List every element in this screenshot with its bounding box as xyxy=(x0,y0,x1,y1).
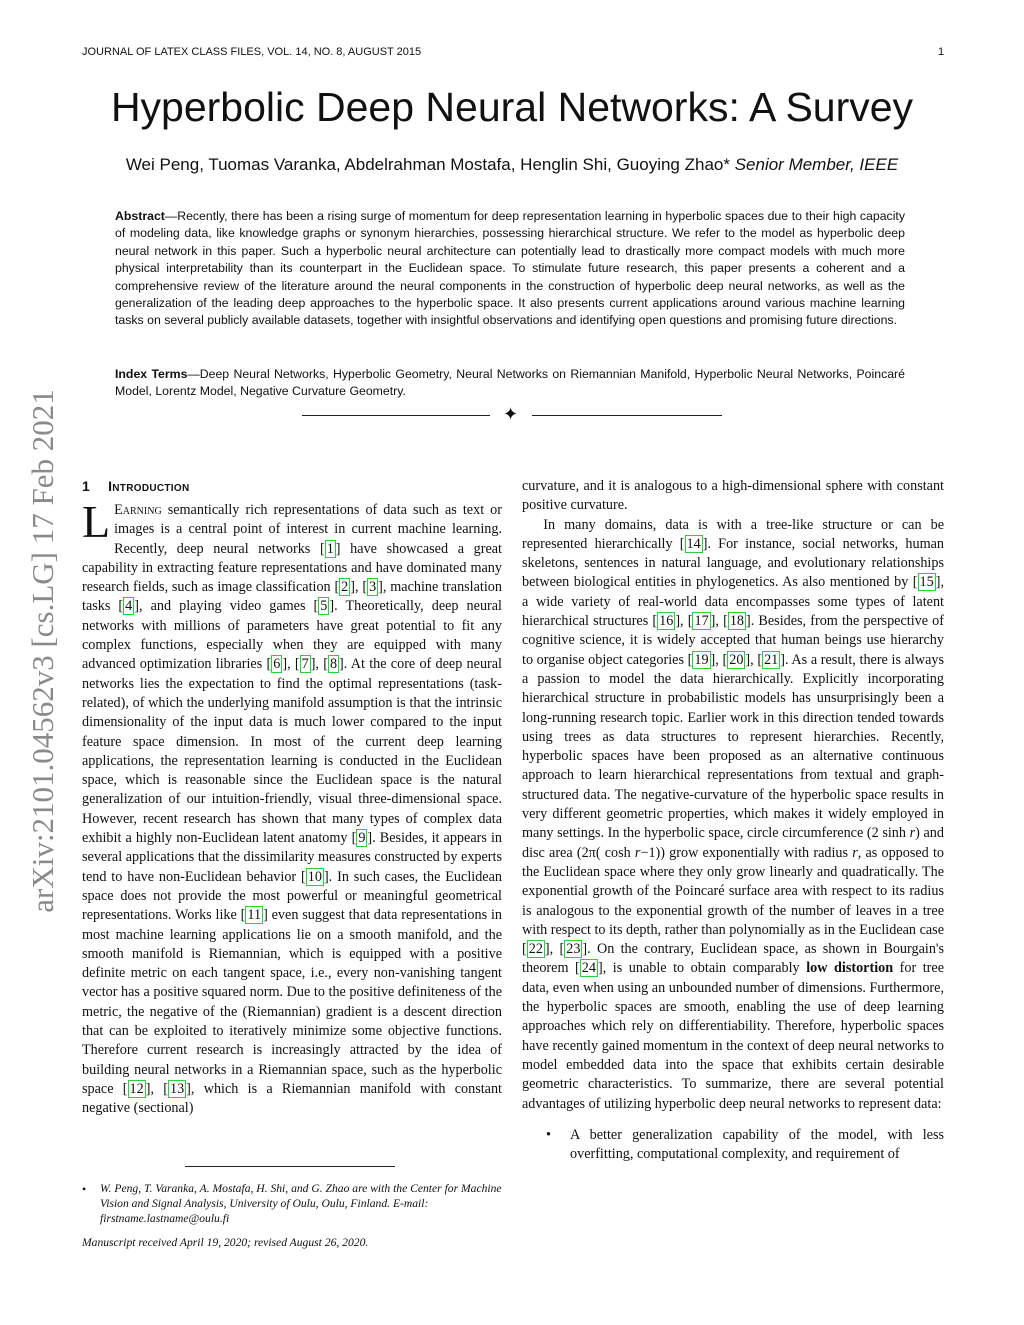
citation-number[interactable]: 14 xyxy=(686,535,701,552)
citation-number[interactable]: 10 xyxy=(307,868,322,885)
citation-number[interactable]: 24 xyxy=(581,960,596,977)
paper-title: Hyperbolic Deep Neural Networks: A Survey xyxy=(110,84,914,130)
right-column xyxy=(522,477,944,1164)
text-run: −1)) grow exponentially with radius xyxy=(640,844,853,861)
author-role: Senior Member, IEEE xyxy=(734,155,899,174)
text-run: . Theoretically, deep neural networks with millions of parameters have great potential to fit any complex functions, especially when they are equipped with many advanced optimization libraries xyxy=(82,598,503,673)
text-run: have showcased a great capability in extracting feature representations and have dominated many research fields, such as image classification xyxy=(82,540,502,596)
citation-number[interactable]: 23 xyxy=(566,941,581,958)
citation-link[interactable]: [ 11 ] xyxy=(240,907,268,924)
citation-link[interactable]: [ 10 ] xyxy=(301,868,329,885)
text-run: ) and disc area (2π( cosh xyxy=(522,825,944,861)
index-terms-text: —Deep Neural Networks, Hyperbolic Geometry, Neural Networks on Riemannian Manifold, Hyperbolic Neural Networks, Poincaré Model, Lorentz Model, Negative Curvature Geometry. xyxy=(115,367,905,399)
text-run: , xyxy=(287,656,295,673)
left-column xyxy=(82,496,503,1119)
affiliation-footnote: W. Peng, T. Varanka, A. Mostafa, H. Shi, and G. Zhao are with the Center for Machine Vision and Signal Analysis, University of Oulu, Oulu, Finland. E-mail: firstname.lastname@oulu.fi xyxy=(100,1182,502,1225)
math-variable: r xyxy=(852,844,858,861)
citation-link[interactable]: [ 2 ] xyxy=(334,579,355,596)
drop-cap: L xyxy=(82,496,111,547)
text-run: , which is a Riemannian manifold with constant negative (sectional) xyxy=(82,1080,502,1117)
text-run: even suggest that data representations in most machine learning applications lie on a smooth manifold, and the smooth manifold is Riemannian, which is equipped with a positive definite metric on each tangent space, i.e., every non-vanishing tangent vector has a positive squared norm. Due to the positive definiteness of the metric, the negative of the (Riemannian) gradient is a descent direction that can be exploited to iteratively minimize some objective functions. Therefore current research is increasingly attracted by the idea of building neural networks in a Riemannian space, such as the hyperbolic space xyxy=(82,907,502,1097)
citation-link[interactable]: [ 4 ] xyxy=(118,598,139,615)
citation-number[interactable]: 1 xyxy=(326,540,334,557)
citation-link[interactable]: [ 18 ] xyxy=(723,613,751,630)
citation-number[interactable]: 4 xyxy=(125,598,133,615)
citation-number[interactable]: 3 xyxy=(369,579,377,596)
citation-number[interactable]: 5 xyxy=(320,598,328,615)
citation-number[interactable]: 12 xyxy=(129,1080,144,1097)
text-run: semantically rich representations of data such as text or images is a central point of interest in current machine learning. Recently, deep neural networks xyxy=(114,502,502,557)
body-paragraph xyxy=(522,477,944,516)
citation-number[interactable]: 16 xyxy=(659,613,674,630)
footnote-rule xyxy=(185,1166,395,1167)
citation-number[interactable]: 13 xyxy=(169,1080,185,1097)
citation-link[interactable]: [ 24 ] xyxy=(575,960,603,977)
citation-number[interactable]: 7 xyxy=(301,656,309,673)
math-variable: r xyxy=(909,825,916,842)
text-run: . Besides, from the perspective of cognitive science, it is widely accepted that human beings use hierarchy to organise object categories xyxy=(522,613,944,668)
index-terms-label: Index Terms xyxy=(115,367,188,381)
citation-link[interactable]: [ 22 ] xyxy=(522,941,550,958)
text-run: for tree data, even when using an unbounded number of dimensions. Furthermore, the hyperbolic spaces are smooth, enabling the use of deep learning approaches which rely on differentiability. Therefore, hyperbolic spaces have recently gained momentum in the context of deep neural networks to model embedded data into the space that exhibits certain desirable geometric characteristics. To summarize, there are several potential advantages of utilizing hyperbolic deep neural networks to represent data: xyxy=(522,960,944,1112)
divider-right xyxy=(532,415,722,416)
citation-number[interactable]: 11 xyxy=(247,907,262,924)
list-item: • A better generalization capability of the model, with less overfitting, computational complexity, and requirement of xyxy=(570,1126,944,1165)
citation-link[interactable]: [ 15 ] xyxy=(912,574,941,591)
section-heading xyxy=(82,478,189,494)
text-run: , xyxy=(715,613,724,630)
intro-paragraph xyxy=(82,496,503,1119)
footnote-bullet: • xyxy=(82,1182,87,1196)
divider-star-icon: ✦ xyxy=(503,404,519,424)
text-run: , machine translation tasks xyxy=(82,579,502,615)
citation-link[interactable]: [ 23 ] xyxy=(559,941,588,958)
text-run: . Besides, it appears in several applications that the dissimilarity measures constructed by experts tend to have non-Euclidean behavior xyxy=(82,830,502,885)
text-run: , as opposed to the Euclidean space where they only grow linearly and quadratically. The exponential growth of the Poincaré surface area with respect to its radius is analogous to the exponential growth of the number of leaves in a tree with respect to its depth, rather than polynomially as in the Euclidean case xyxy=(522,844,944,938)
text-run: . As a result, there is always a passion to model the data hierarchically. Explicitly incorporating hierarchical structure in probabilistic models has unsurprisingly been a long-running research topic. Earlier work in this direction tended towards using trees as data structures to represent hierarchies. Recently, hyperbolic spaces have been proposed as an alternative continuous approach to learn hierarchical representations from textual and graph-structured data. The negative-curvature of the hyperbolic space results in very different geometric properties, which makes it widely employed in many settings. In the hyperbolic space, circle circumference (2 sinh xyxy=(522,651,945,842)
abstract xyxy=(115,208,905,330)
citation-number[interactable]: 18 xyxy=(729,613,744,630)
citation-link[interactable]: [ 1 ] xyxy=(319,540,341,557)
citation-number[interactable]: 21 xyxy=(764,651,779,668)
text-run: , xyxy=(750,651,758,668)
author-list xyxy=(0,155,1024,175)
citation-link[interactable]: [ 9 ] xyxy=(351,830,373,847)
section-number: 1 xyxy=(82,478,91,494)
running-header: JOURNAL OF LATEX CLASS FILES, VOL. 14, NO. 8, AUGUST 2015 xyxy=(82,46,422,58)
text-run: , is unable to obtain comparably xyxy=(602,960,807,977)
citation-number[interactable]: 9 xyxy=(358,830,366,847)
text-run: . For instance, social networks, human skeletons, sentences in natural language, and evolutionary relationships between biological entities in phylogenetics. As also mentioned by xyxy=(522,535,944,591)
text-run: . On the contrary, Euclidean space, as shown in Bourgain's theorem xyxy=(522,941,944,977)
abstract-label: Abstract xyxy=(115,209,165,223)
text-run: curvature, and it is analogous to a high-dimensional sphere with constant positive curvature. xyxy=(522,478,944,514)
citation-link[interactable]: [ 17 ] xyxy=(687,613,716,630)
math-variable: r xyxy=(634,844,641,861)
citation-link[interactable]: [ 5 ] xyxy=(313,598,335,615)
text-run: , xyxy=(715,651,723,668)
citation-link[interactable]: [ 20 ] xyxy=(722,651,751,668)
citation-number[interactable]: 2 xyxy=(341,579,349,596)
citation-link[interactable]: [ 14 ] xyxy=(679,535,708,552)
citation-number[interactable]: 22 xyxy=(528,941,543,958)
bold-text: low distortion xyxy=(806,960,894,977)
body-paragraph xyxy=(522,516,944,1114)
citation-number[interactable]: 19 xyxy=(694,651,709,668)
text-run: . At the core of deep neural networks lies the expectation to find the optimal representations (task-related), of which the underlying manifold assumption is that the intrinsic dimensionality of the input data is much lower compared to the input feature space dimension. In most of the current deep learning applications, the representation learning is conducted in the Euclidean space, which is reasonable since the Euclidean space is the natural generalization of our intuition-friendly, visual three-dimensional space. However, recent research has shown that many types of complex data exhibit a highly non-Euclidean latent anatomy xyxy=(82,656,502,847)
manuscript-note: Manuscript received April 19, 2020; revised August 26, 2020. xyxy=(82,1236,369,1249)
text-run: , a wide variety of real-world data encompasses some types of latent hierarchical structures xyxy=(522,574,944,630)
arxiv-stamp: arXiv:2101.04562v3 [cs.LG] 17 Feb 2021 xyxy=(25,389,60,913)
advantages-list xyxy=(522,1126,944,1165)
author-names: Wei Peng, Tuomas Varanka, Abdelrahman Mostafa, Henglin Shi, Guoying Zhao* xyxy=(125,155,730,174)
citation-link[interactable]: [ 8 ] xyxy=(323,656,344,673)
paragraph-body xyxy=(82,496,503,1117)
text-run: , xyxy=(355,579,363,596)
citation-number[interactable]: 8 xyxy=(329,656,338,673)
citation-link[interactable]: [ 21 ] xyxy=(757,651,785,668)
citation-link[interactable]: [ 6 ] xyxy=(266,656,288,673)
citation-link[interactable]: [ 19 ] xyxy=(687,651,716,668)
page-number: 1 xyxy=(938,46,945,58)
text-run: , and playing video games xyxy=(138,598,314,615)
citation-link[interactable]: [ 3 ] xyxy=(362,579,383,596)
divider-left xyxy=(302,415,490,416)
citation-link[interactable]: [ 13 ] xyxy=(163,1080,191,1097)
lead-word: Earning xyxy=(114,502,162,518)
section-title: Introduction xyxy=(108,478,190,494)
citation-number[interactable]: 20 xyxy=(729,651,744,668)
abstract-text: —Recently, there has been a rising surge of momentum for deep representation learning in hyperbolic spaces due to their high capacity of modeling data, like knowledge graphs or synonym hierarchies, possessing hierarchical structure. We refer to the model as hyperbolic deep neural network in this paper. Such a hyperbolic neural architecture can potentially lead to drastically more compact models with much more physical interpretability than its counterpart in the Euclidean space. To stimulate future research, this paper presents a coherent and a comprehensive review of the literature around the neural components in the construction of hyperbolic deep neural networks, as well as the generalization of the leading deep approaches to the hyperbolic space. It also presents current applications around various machine learning tasks on several publicly available datasets, together with insightful observations and identifying open questions and promising future directions. xyxy=(115,209,905,328)
citation-link[interactable]: [ 7 ] xyxy=(294,656,316,673)
citation-number[interactable]: 15 xyxy=(919,574,934,591)
citation-link[interactable]: [ 12 ] xyxy=(122,1080,151,1097)
citation-number[interactable]: 6 xyxy=(273,656,281,673)
citation-link[interactable]: [ 16 ] xyxy=(652,613,681,630)
text-run: . In such cases, the Euclidean space does not provide the most powerful or meaningful geometrical representations. Works like xyxy=(82,868,502,924)
text-run: , xyxy=(315,656,324,673)
text-run: In many domains, data is with a tree-like structure or can be represented hierarchically xyxy=(522,516,944,552)
citation-number[interactable]: 17 xyxy=(694,613,709,630)
index-terms xyxy=(115,366,905,401)
text-run: , xyxy=(680,613,688,630)
text-run: , xyxy=(150,1080,164,1097)
text-run: , xyxy=(549,941,560,958)
